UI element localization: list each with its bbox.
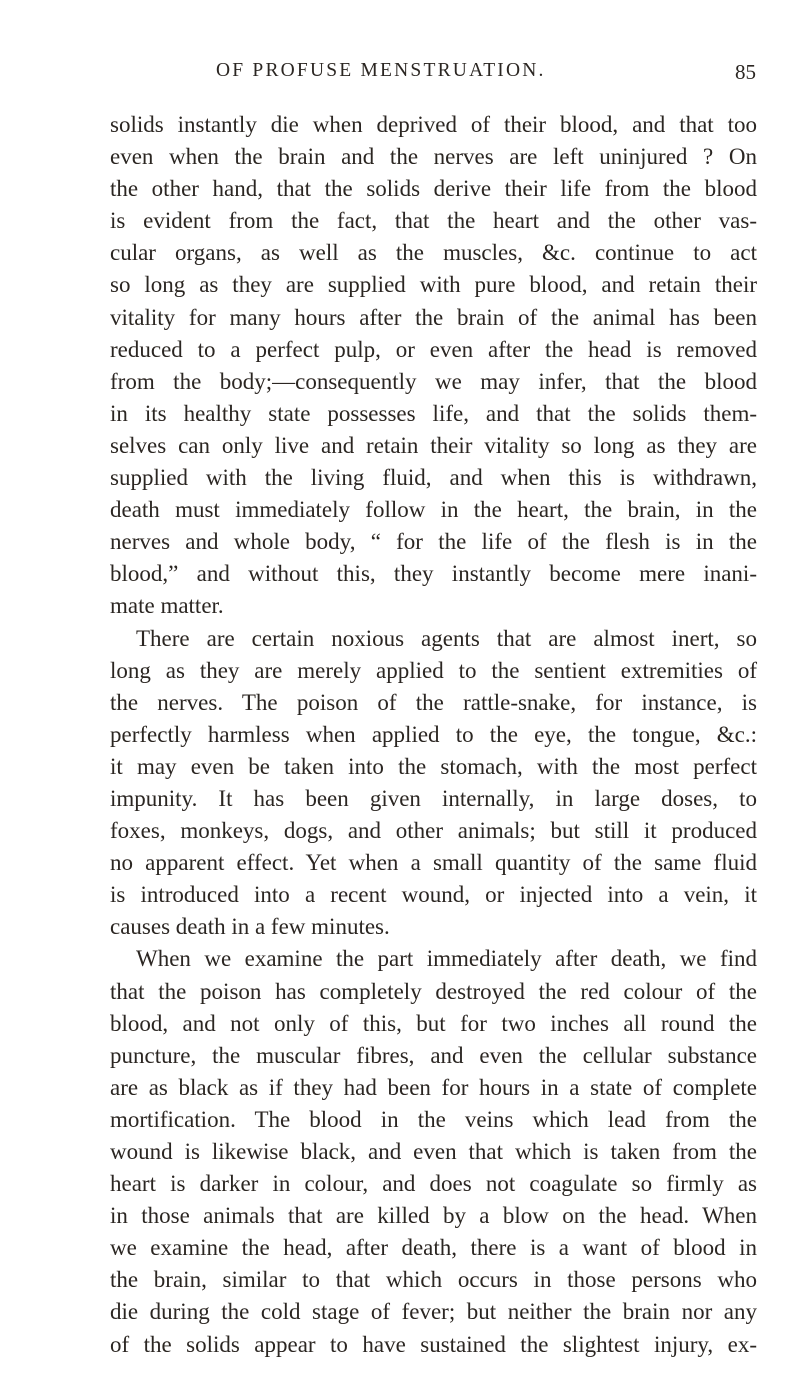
paragraph-start-line: There are certain noxious agents that are almost inert, so (136, 625, 757, 651)
text-line: from the body;—consequently we may infer, that the blood (110, 368, 757, 394)
text-line: impunity. It has been given internally, in large doses, to (110, 785, 757, 811)
text-line: blood, and not only of this, but for two inches all round the (110, 1010, 757, 1036)
text-line: we examine the head, after death, there is a want of blood in (110, 1235, 757, 1261)
text-line: cular organs, as well as the muscles, &c. continue to act (110, 240, 757, 266)
text-line: in its healthy state possesses life, and that the solids them- (110, 400, 757, 426)
text-line: supplied with the living fluid, and when this is withdrawn, (110, 465, 757, 491)
text-line: vitality for many hours after the brain of the animal has been (110, 304, 757, 330)
text-line: the brain, similar to that which occurs in those persons who (110, 1267, 757, 1293)
text-line: long as they are merely applied to the sentient extremities of (110, 657, 757, 683)
text-line: is evident from the fact, that the heart and the other vas- (110, 208, 757, 234)
text-line: that the poison has completely destroyed the red colour of the (110, 978, 757, 1004)
text-line: heart is darker in colour, and does not coagulate so firmly as (110, 1171, 757, 1197)
text-line: nerves and whole body, “ for the life of the flesh is in the (110, 529, 757, 555)
text-line: perfectly harmless when applied to the eye, the tongue, &c.: (110, 721, 757, 747)
text-line: causes death in a few minutes. (110, 914, 390, 940)
text-line: no apparent effect. Yet when a small quantity of the same fluid (110, 850, 757, 876)
text-line: the other hand, that the solids derive their life from the blood (110, 176, 757, 202)
text-line: the nerves. The poison of the rattle-snake, for instance, is (110, 689, 757, 715)
text-line: puncture, the muscular fibres, and even the cellular substance (110, 1042, 757, 1068)
text-line: even when the brain and the nerves are left uninjured ? On (110, 144, 757, 170)
text-line: are as black as if they had been for hours in a state of complete (110, 1074, 757, 1100)
text-line: foxes, monkeys, dogs, and other animals; but still it produced (110, 818, 757, 844)
text-line: it may even be taken into the stomach, with the most perfect (110, 753, 757, 779)
running-head (216, 60, 756, 88)
page-number: 85 (735, 60, 756, 84)
body-text (110, 109, 757, 1361)
text-line: death must immediately follow in the heart, the brain, in the (110, 497, 757, 523)
text-line: die during the cold stage of fever; but neither the brain nor any (110, 1299, 757, 1325)
text-line: so long as they are supplied with pure blood, and retain their (110, 272, 757, 298)
text-line: selves can only live and retain their vitality so long as they are (110, 432, 757, 458)
paragraph-start-line: When we examine the part immediately after death, we find (136, 946, 757, 972)
text-line: mate matter. (110, 593, 224, 619)
text-line: reduced to a perfect pulp, or even after the head is removed (110, 336, 757, 362)
text-line: mortification. The blood in the veins which lead from the (110, 1106, 757, 1132)
text-line: solids instantly die when deprived of their blood, and that too (110, 112, 757, 137)
text-line: of the solids appear to have sustained the slightest injury, ex- (110, 1331, 757, 1357)
text-line: blood,” and without this, they instantly become mere inani- (110, 561, 757, 587)
text-line: is introduced into a recent wound, or injected into a vein, it (110, 882, 757, 908)
running-title: OF PROFUSE MENSTRUATION. (216, 60, 546, 81)
text-line: wound is likewise black, and even that which is taken from the (110, 1139, 757, 1164)
text-line: in those animals that are killed by a blow on the head. When (110, 1203, 757, 1229)
